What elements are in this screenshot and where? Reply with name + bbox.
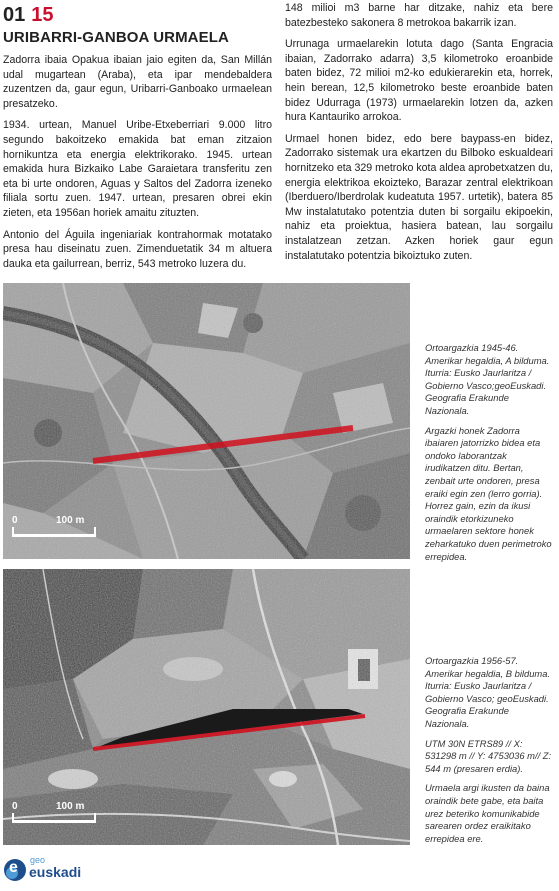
caption-source: Ortoargazkia 1945-46. Amerikar hegaldia, A bilduma. Iturria: Eusko Jaurlaritza / Gobierno Vasco;geoEuskadi. Geografia Erakunde Nazionala. — [425, 342, 550, 416]
page-title: URIBARRI-GANBOA URMAELA — [3, 29, 229, 46]
caption-description: Argazki honek Zadorra ibaiaren jatorrizko bidea eta ondoko laborantzak irudikatzen ditu. Bertan, zenbait urte ondoren, presa eraiki egin zen (lerro gorria). Horrez gain, ezin da ikusi oraindik etorkizuneko urmaelaren sektore honek zeharkatuko duen perimetroko errepidea. — [425, 424, 552, 562]
logo-letter: e — [9, 859, 18, 876]
scale-label-end: 100 m — [56, 515, 85, 526]
scale-label-start: 0 — [12, 515, 18, 526]
caption-photo-1 — [425, 342, 552, 570]
logo-main-text: euskadi — [29, 864, 82, 880]
scale-label-end: 100 m — [56, 801, 85, 812]
paragraph: Urrunaga urmaelarekin lotuta dago (Santa Engracia ibaian, Zadorrako adarra) 3,5 kilometroko eroanbide baten bidez, 72 milioi m2-ko edukierarekin eta, horrek, hein berean, 12,5 kilometroko beste eroanbide baten bidez Udurraga (1973) urmaelarekin lotzen da, azken hura Kantauriko arrokoa. — [285, 38, 553, 124]
caption-source: Ortoargazkia 1956-57. Amerikar hegaldia, B bilduma. Iturria: Eusko Jaurlaritza / Gobierno Vasco; geoEuskadi. Geografia Erakunde Nazionala. — [425, 655, 551, 729]
paragraph: Antonio del Águila ingeniariak kontrahormak motatako presa hau diseinatu zuen. Zimenduetatik 34 m altuera dauka eta gailurrean, berriz, 543 metroko luzera du. — [3, 228, 272, 270]
scale-bar — [12, 534, 96, 537]
logo-small-text: geo — [30, 855, 46, 865]
scale-bar — [12, 820, 96, 823]
paragraph: Zadorra ibaia Opakua ibaian jaio egiten da, San Millán udal mugartean (Araba), eta ipar mendebaldera zuzentzen da, gaur egun, Uribarri-Ganboako urmaelean presatzeko. — [3, 54, 272, 110]
caption-photo-2 — [425, 655, 552, 852]
geoeuskadi-logo — [3, 852, 93, 886]
right-column — [285, 1, 553, 270]
paragraph: 1934. urtean, Manuel Uribe-Etxeberriari 9.000 litro segundo bakoitzeko emakida bat eman zitzaion hornikuntza eta energia elektrikorako. 1945. urtean emakida hura Bizkaiko Labe Garaietara transferitu zen eta bi urte ondoren, Aguas y Saltos del Zadorra izeneko filiala sortu zuen. 1947. urtean, presaren obrei ekin zieten, eta 1956an horiek amaitu zituzten. — [3, 119, 272, 219]
paragraph: 148 milioi m3 barne har ditzake, nahiz eta bere batezbesteko sakonera 8 metrokoa bakarrik izan. — [285, 2, 553, 29]
chapter-number: 01 — [3, 4, 26, 26]
orthophoto-1956 — [3, 569, 410, 845]
scale-label-start: 0 — [12, 801, 18, 812]
page-number: 15 — [31, 4, 54, 26]
orthophoto-1945 — [3, 283, 410, 559]
left-column — [3, 53, 272, 278]
caption-description: Urmaela argi ikusten da baina oraindik bete gabe, eta baita urez beteriko komunikabide sarearen ordez eraikitako errepidea ere. — [425, 782, 550, 844]
caption-coordinates: UTM 30N ETRS89 // X: 531298 m // Y: 4753036 m// Z: 544 m (presaren erdia). — [425, 737, 552, 774]
section-number — [3, 4, 54, 26]
paragraph: Urmael honen bidez, edo bere baypass-en bidez, Zadorrako sistemak ura ekartzen du Bilboko eskualdeari hornitzeko eta 329 metroko kota aldea aprobetxatzen du, energia elektrikoa ekoizteko, Barazar zentral elektrikoan (Iberduero/Iberdrolak kudeatuta 1957. urtetik), batera 85 Mw instalatutako potentzia duten bi sorgailu ekipoekin, nahiz eta proiektua, hasiera batean, lau sorgailu instalatzean zetzan. Azken horiek gaur egun instalatutako potentzia bikoiztuko zuten. — [285, 132, 553, 262]
